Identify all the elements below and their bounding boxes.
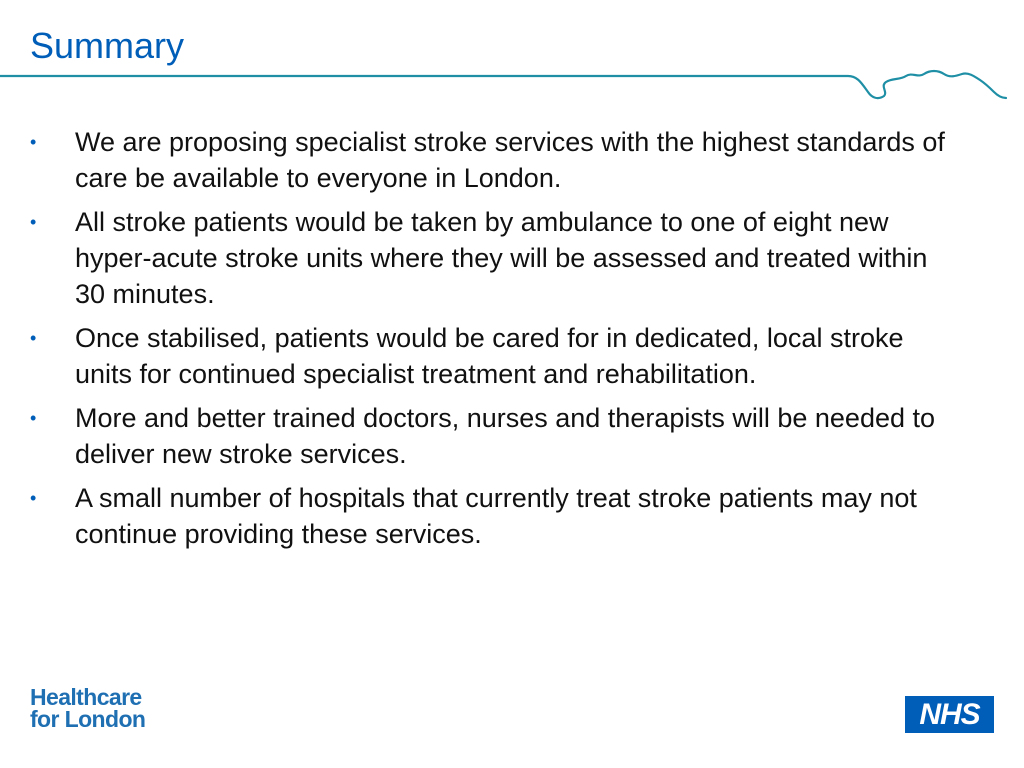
- bullet-list: [30, 124, 960, 560]
- bullet-marker: •: [30, 212, 37, 232]
- bullet-item: [30, 480, 960, 552]
- slide-title: Summary: [30, 25, 185, 66]
- bullet-item: [30, 124, 960, 196]
- healthcare-for-london-logo: [30, 686, 145, 730]
- bullet-text: Once stabilised, patients would be cared for in dedicated, local stroke units for continued specialist treatment and rehabilitation.: [75, 323, 904, 389]
- bullet-item: [30, 204, 960, 312]
- bullet-marker: •: [30, 328, 37, 348]
- nhs-logo-text: NHS: [919, 697, 980, 731]
- bullet-text: More and better trained doctors, nurses and therapists will be needed to deliver new stroke services.: [75, 403, 936, 469]
- bullet-text: We are proposing specialist stroke services with the highest standards of care be available to everyone in London.: [75, 127, 945, 193]
- bullet-item: [30, 320, 960, 392]
- bullet-marker: •: [30, 132, 37, 152]
- logo-line-2: for London: [30, 706, 146, 732]
- bullet-text: All stroke patients would be taken by ambulance to one of eight new hyper-acute stroke units where they will be assessed and treated within 30 minutes.: [75, 207, 928, 309]
- bullet-marker: •: [30, 488, 37, 508]
- bullet-item: [30, 400, 960, 472]
- logo-line-1: Healthcare: [30, 684, 142, 710]
- nhs-logo: [905, 696, 994, 733]
- title-rule-thames-line: [0, 62, 1024, 112]
- bullet-marker: •: [30, 408, 37, 428]
- bullet-text: A small number of hospitals that currently treat stroke patients may not continue providing these services.: [75, 483, 917, 549]
